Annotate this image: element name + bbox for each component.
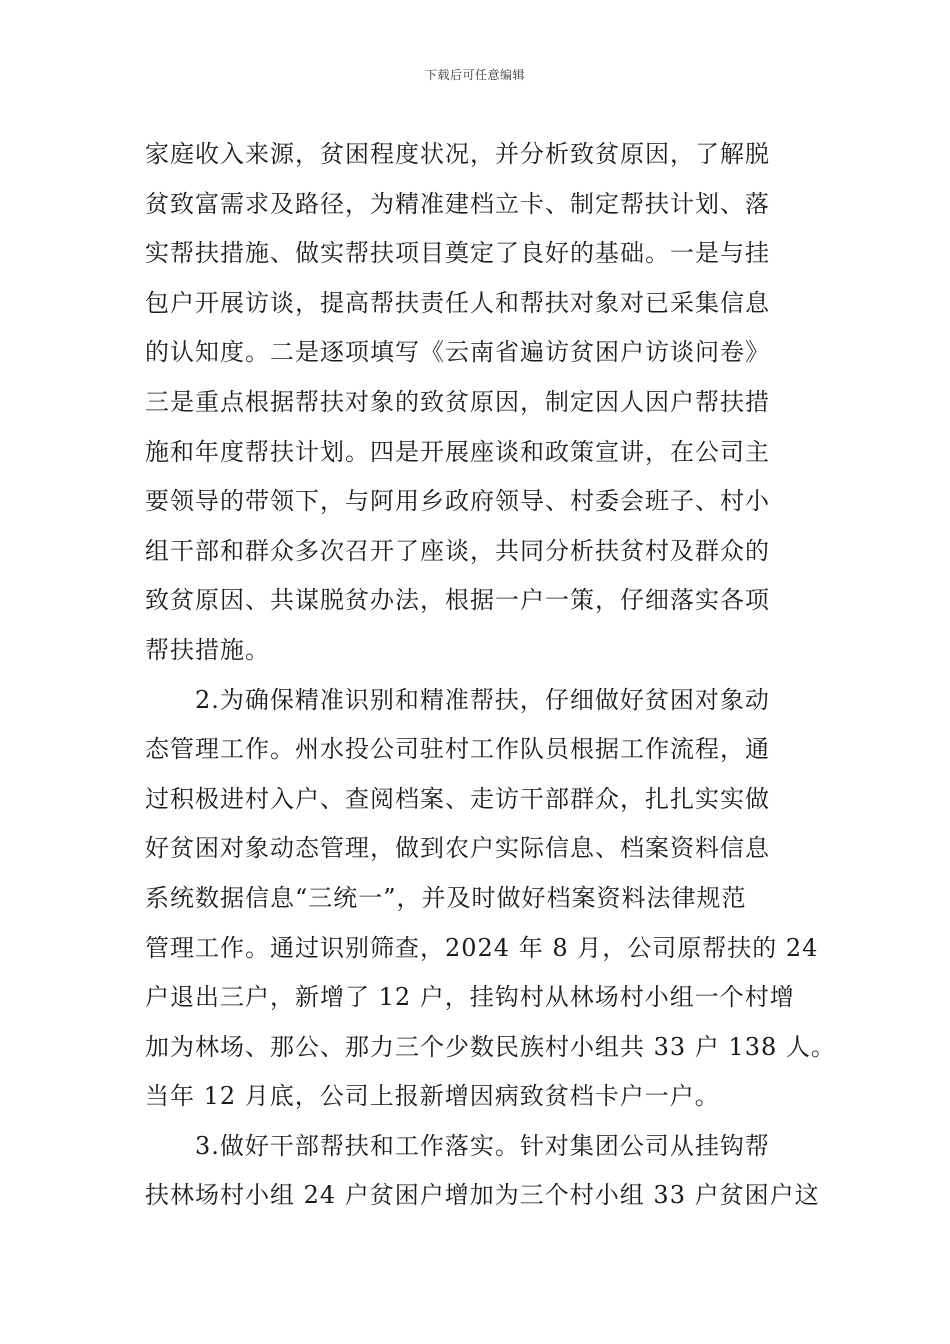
header-note: 下载后可任意编辑 bbox=[424, 68, 525, 82]
text-line: 的认知度。二是逐项填写《云南省遍访贫困户访谈问卷》 bbox=[145, 338, 770, 367]
text-line: 施和年度帮扶计划。四是开展座谈和政策宣讲，在公司主 bbox=[145, 437, 770, 466]
paragraph-start-line: 3.做好干部帮扶和工作落实。针对集团公司从挂钩帮 bbox=[195, 1131, 770, 1160]
text-line: 态管理工作。州水投公司驻村工作队员根据工作流程，通 bbox=[145, 735, 770, 764]
text-line: 户退出三户，新增了 12 户，挂钩村从林场村小组一个村增 bbox=[145, 983, 795, 1012]
text-line: 致贫原因、共谋脱贫办法，根据一户一策，仔细落实各项 bbox=[145, 586, 770, 615]
text-line: 过积极进村入户、查阅档案、走访干部群众，扎扎实实做 bbox=[145, 784, 770, 813]
body-text bbox=[145, 130, 835, 1221]
text-line: 三是重点根据帮扶对象的致贫原因，制定因人因户帮扶措 bbox=[145, 387, 770, 416]
text-line: 包户开展访谈，提高帮扶责任人和帮扶对象对已采集信息 bbox=[145, 288, 770, 317]
text-line: 帮扶措施。 bbox=[145, 635, 270, 664]
text-line: 家庭收入来源，贫困程度状况，并分析致贫原因，了解脱 bbox=[145, 140, 770, 168]
text-line: 管理工作。通过识别筛查，2024 年 8 月，公司原帮扶的 24 bbox=[145, 933, 819, 962]
paragraph-start-line: 2.为确保精准识别和精准帮扶，仔细做好贫困对象动 bbox=[195, 685, 770, 714]
text-line: 要领导的带领下，与阿用乡政府领导、村委会班子、村小 bbox=[145, 487, 770, 516]
text-line: 好贫困对象动态管理，做到农户实际信息、档案资料信息 bbox=[145, 834, 770, 863]
text-line: 实帮扶措施、做实帮扶项目奠定了良好的基础。一是与挂 bbox=[145, 239, 770, 268]
text-line: 贫致富需求及路径，为精准建档立卡、制定帮扶计划、落 bbox=[145, 189, 770, 218]
text-line: 系统数据信息“三统一”，并及时做好档案资料法律规范 bbox=[145, 883, 747, 912]
text-line: 组干部和群众多次召开了座谈，共同分析扶贫村及群众的 bbox=[145, 536, 770, 565]
text-line: 当年 12 月底，公司上报新增因病致贫档卡户一户。 bbox=[145, 1082, 720, 1111]
text-line: 扶林场村小组 24 户贫困户增加为三个村小组 33 户贫困户这 bbox=[145, 1181, 820, 1210]
text-line: 加为林场、那公、那力三个少数民族村小组共 33 户 138 人。 bbox=[145, 1032, 836, 1061]
